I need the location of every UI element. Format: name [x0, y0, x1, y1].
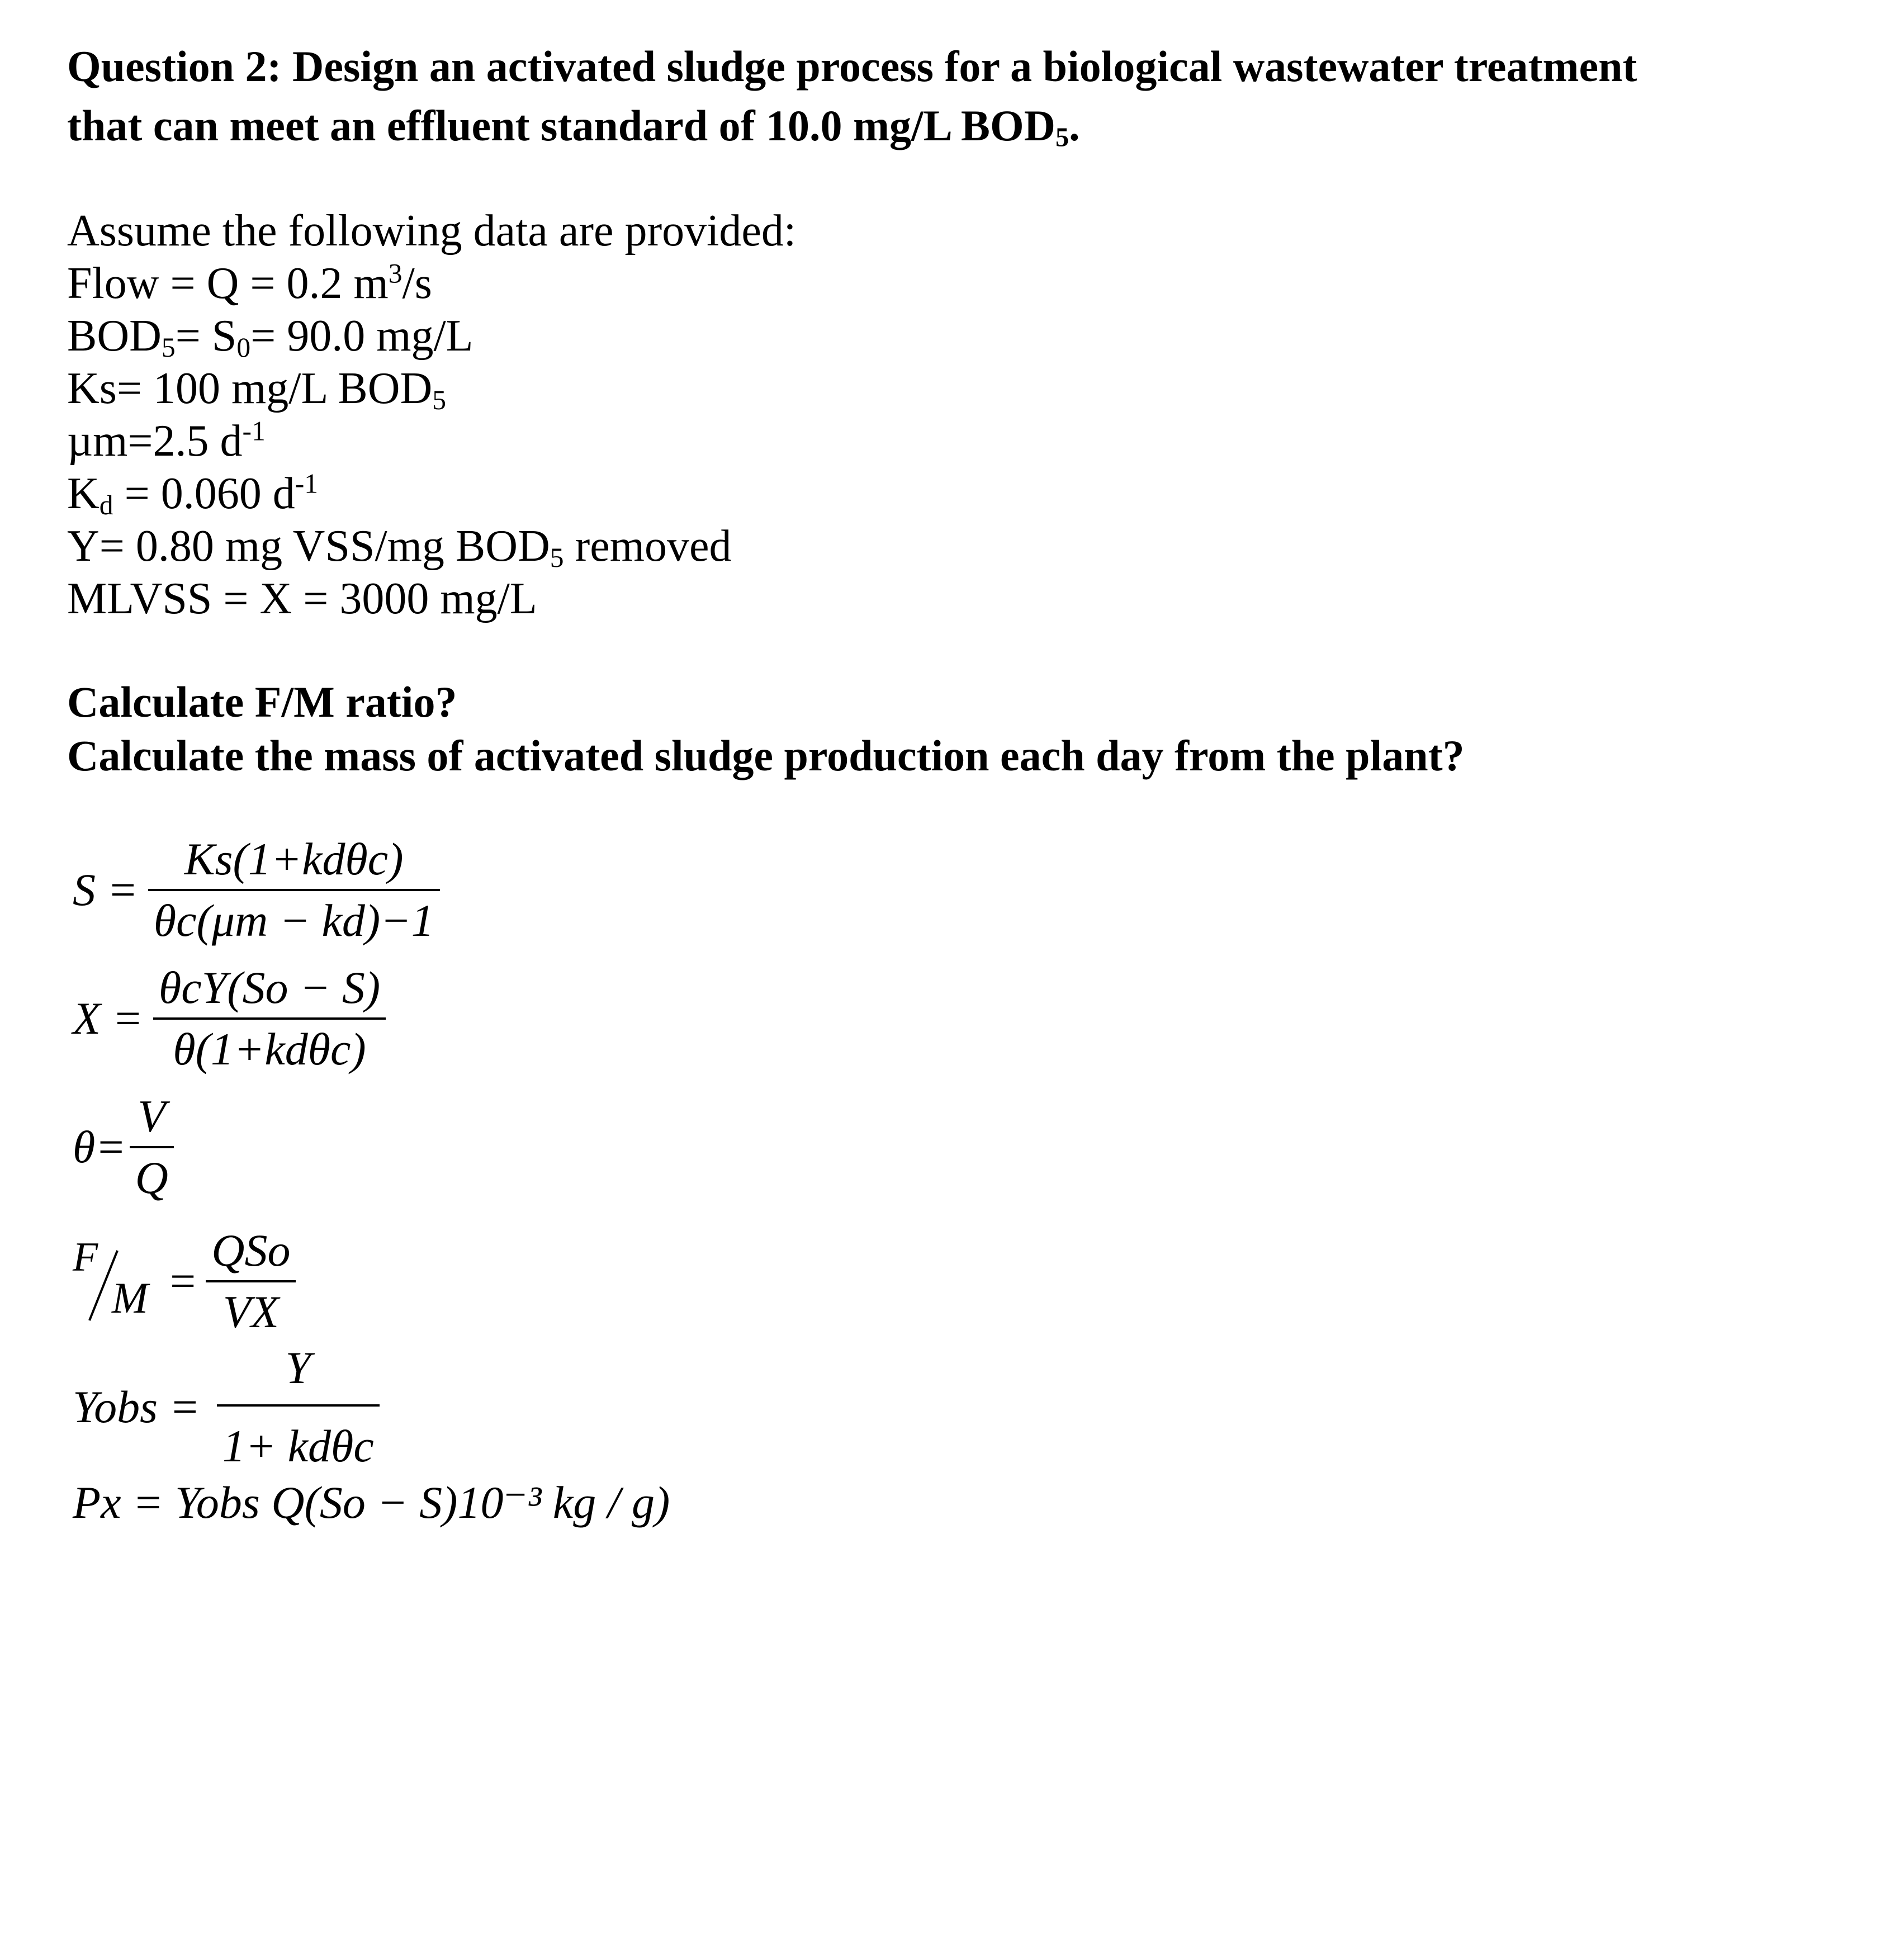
data-flow: Flow = Q = 0.2 $m^3/s$ [67, 258, 432, 308]
equation-x-fraction [153, 962, 386, 1076]
equation-yobs-numerator: Y [285, 1342, 311, 1393]
tasks-section [67, 675, 1465, 783]
equation-observed-yield [73, 1342, 380, 1473]
equation-biomass [73, 962, 386, 1076]
fm-equals: = [170, 1256, 196, 1306]
equation-s-fraction [148, 833, 440, 947]
equation-s-lhs: S = [73, 864, 138, 915]
equation-fm-fraction [206, 1224, 296, 1338]
equation-theta-fraction [130, 1090, 174, 1204]
equation-yobs-lhs: Yobs = [73, 1381, 200, 1432]
fm-m: M [112, 1273, 148, 1322]
data-mu: µm=2.5 $d^{-1}$ [67, 415, 266, 466]
data-ks: Ks= 100 mg/L $BOD_5$ [67, 364, 447, 415]
data-bod: $BOD_5= S_0= 90.0$ mg/L [67, 311, 473, 363]
data-intro: Assume the following data are provided: [67, 206, 797, 255]
data-kd: $K_d = 0.060$ $d^{-1}$ [67, 468, 319, 520]
equation-s-denominator: θc(μm − kd)−1 [153, 895, 434, 946]
equation-substrate [73, 833, 440, 947]
task-fm-ratio: Calculate F/M ratio? [67, 678, 457, 726]
equation-theta-lhs: θ= [73, 1121, 126, 1172]
equation-x-numerator: θcY(So − S) [158, 962, 381, 1013]
equation-s-numerator: Ks(1+kdθc) [184, 834, 404, 884]
equation-yobs-denominator: 1+ kdθc [222, 1421, 374, 1471]
equation-fm-ratio [73, 1224, 296, 1338]
question-heading [67, 37, 1637, 155]
data-yield: Y= 0.80 mg VSS/mg $BOD_5$ removed [67, 522, 732, 573]
question-line-1: Question 2: Design an activated sludge process for a biological wastewater treatment [67, 42, 1637, 91]
equation-x-denominator: θ(1+kdθc) [173, 1024, 366, 1074]
equation-fm-denominator: VX [222, 1286, 279, 1337]
equation-theta-denominator: Q [135, 1152, 168, 1203]
task-sludge-mass: Calculate the mass of activated sludge production each day from the plant? [67, 731, 1465, 780]
data-mlvss: MLVSS = X = 3000 mg/L [67, 574, 537, 623]
equation-hrt [73, 1090, 174, 1204]
equation-x-lhs: X = [73, 993, 143, 1044]
question-line-2: that can meet an effluent standard of 10.0 mg/L $BOD_5$. [67, 101, 1080, 153]
equation-px: Px = Yobs Q(So − S)10⁻³ kg / g) [73, 1477, 670, 1528]
equation-theta-numerator: V [138, 1091, 166, 1142]
fm-f: F [73, 1234, 98, 1280]
equation-sludge-production [73, 1476, 670, 1529]
given-data-list [67, 205, 796, 625]
fm-symbol [73, 1234, 157, 1323]
equation-fm-numerator: QSo [211, 1225, 291, 1276]
equation-yobs-fraction [217, 1342, 380, 1473]
